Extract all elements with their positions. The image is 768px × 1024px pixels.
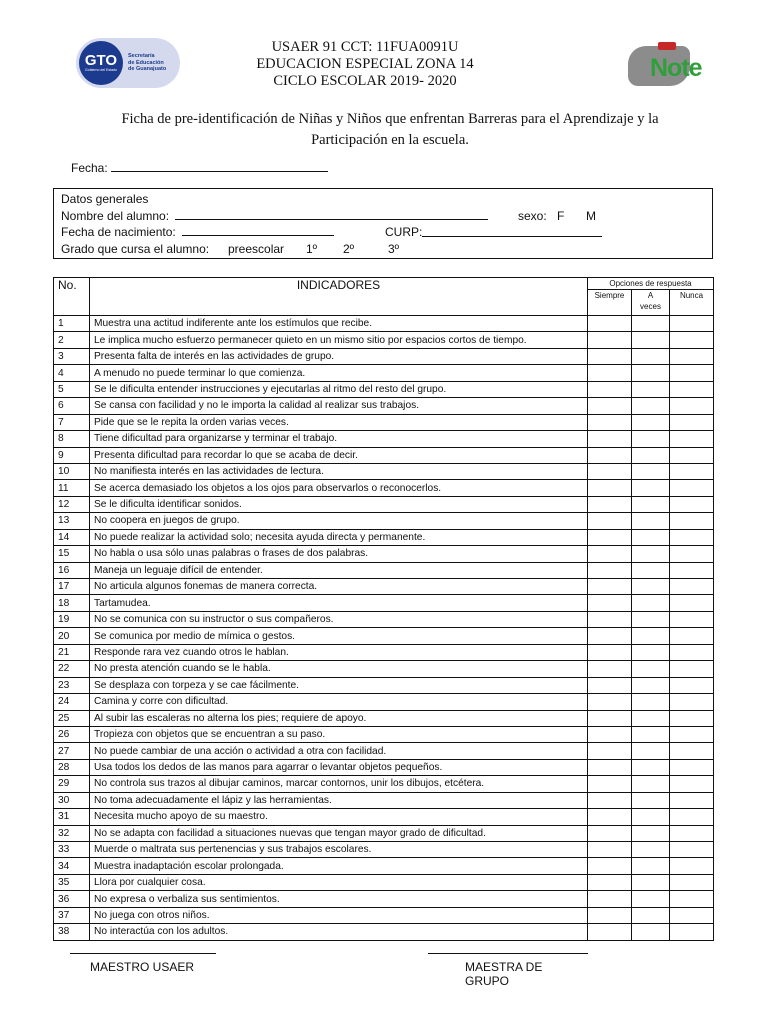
answer-a-veces-cell[interactable] [632,611,670,627]
table-row [54,529,714,545]
row-number: 29 [54,776,90,792]
answer-a-veces-cell[interactable] [632,414,670,430]
table-row [54,677,714,693]
answer-a-veces-cell[interactable] [632,874,670,890]
fecha-label: Fecha: [71,161,108,175]
row-indicator: Se le dificulta entender instrucciones y ejecutarlas al ritmo del resto del grupo. [90,381,588,397]
nombre-row [61,208,712,225]
answer-nunca-cell[interactable] [670,924,714,940]
signature-maestra-grupo [428,946,588,988]
answer-a-veces-cell[interactable] [632,365,670,381]
answer-siempre-cell[interactable] [588,611,632,627]
header-a-veces-line-2: veces [640,302,661,311]
table-row [54,463,714,479]
answer-siempre-cell[interactable] [588,661,632,677]
row-indicator: Se le dificulta identificar sonidos. [90,496,588,512]
answer-a-veces-cell[interactable] [632,694,670,710]
table-row [54,316,714,332]
row-number: 4 [54,365,90,381]
row-indicator: Se acerca demasiado los objetos a los ojos para observarlos o reconocerlos. [90,480,588,496]
answer-siempre-cell[interactable] [588,628,632,644]
secretaria-line-2: de Educación [128,59,164,66]
answer-nunca-cell[interactable] [670,463,714,479]
header-indicadores: INDICADORES [90,278,588,316]
answer-nunca-cell[interactable] [670,579,714,595]
answer-nunca-cell[interactable] [670,661,714,677]
answer-siempre-cell[interactable] [588,743,632,759]
nacimiento-label: Fecha de nacimiento: [61,225,176,239]
answer-nunca-cell[interactable] [670,611,714,627]
answer-siempre-cell[interactable] [588,858,632,874]
answer-a-veces-cell[interactable] [632,595,670,611]
answer-nunca-cell[interactable] [670,431,714,447]
answer-a-veces-cell[interactable] [632,628,670,644]
row-number: 10 [54,463,90,479]
answer-siempre-cell[interactable] [588,809,632,825]
answer-siempre-cell[interactable] [588,907,632,923]
row-indicator: Se comunica por medio de mímica o gestos. [90,628,588,644]
answer-nunca-cell[interactable] [670,595,714,611]
answer-a-veces-cell[interactable] [632,677,670,693]
curp-input-line[interactable] [422,226,602,237]
table-row [54,579,714,595]
answer-a-veces-cell[interactable] [632,513,670,529]
answer-nunca-cell[interactable] [670,644,714,660]
row-number: 38 [54,924,90,940]
answer-siempre-cell[interactable] [588,398,632,414]
table-row [54,431,714,447]
row-indicator: No presta atención cuando se le habla. [90,661,588,677]
row-indicator: Llora por cualquier cosa. [90,874,588,890]
sexo-option-m[interactable]: M [586,208,596,223]
header-line-2: EDUCACION ESPECIAL ZONA 14 [256,56,474,72]
answer-a-veces-cell[interactable] [632,562,670,578]
answer-a-veces-cell[interactable] [632,858,670,874]
row-number: 5 [54,381,90,397]
answer-a-veces-cell[interactable] [632,710,670,726]
answer-a-veces-cell[interactable] [632,546,670,562]
row-number: 36 [54,891,90,907]
row-indicator: Tropieza con objetos que se encuentran a su paso. [90,726,588,742]
table-row [54,611,714,627]
grado-option-1[interactable]: 1º [306,241,318,256]
answer-a-veces-cell[interactable] [632,776,670,792]
grado-option-3[interactable]: 3º [388,241,400,256]
row-number: 12 [54,496,90,512]
answer-nunca-cell[interactable] [670,381,714,397]
row-indicator: No coopera en juegos de grupo. [90,513,588,529]
answer-siempre-cell[interactable] [588,496,632,512]
row-number: 25 [54,710,90,726]
answer-siempre-cell[interactable] [588,348,632,364]
answer-a-veces-cell[interactable] [632,332,670,348]
table-row [54,644,714,660]
answer-a-veces-cell[interactable] [632,316,670,332]
table-row [54,414,714,430]
answer-a-veces-cell[interactable] [632,644,670,660]
gto-logo-subtext: Gobierno del Estado [85,68,117,72]
answer-siempre-cell[interactable] [588,842,632,858]
answer-a-veces-cell[interactable] [632,842,670,858]
answer-nunca-cell[interactable] [670,759,714,775]
table-row [54,759,714,775]
nombre-label: Nombre del alumno: [61,208,170,223]
signature-line-left[interactable] [70,946,216,954]
row-indicator: Tartamudea. [90,595,588,611]
red-tab-icon [658,42,676,50]
answer-nunca-cell[interactable] [670,874,714,890]
answer-siempre-cell[interactable] [588,579,632,595]
answer-siempre-cell[interactable] [588,513,632,529]
row-indicator: Se desplaza con torpeza y se cae fácilmente. [90,677,588,693]
row-indicator: Se cansa con facilidad y no le importa la calidad al realizar sus trabajos. [90,398,588,414]
answer-a-veces-cell[interactable] [632,579,670,595]
grado-option-preescolar[interactable]: preescolar [228,241,285,256]
answer-nunca-cell[interactable] [670,496,714,512]
answer-nunca-cell[interactable] [670,858,714,874]
table-row [54,825,714,841]
row-number: 1 [54,316,90,332]
row-indicator: Pide que se le repita la orden varias veces. [90,414,588,430]
row-number: 24 [54,694,90,710]
table-row [54,595,714,611]
nacimiento-input-line[interactable] [182,225,334,236]
answer-a-veces-cell[interactable] [632,381,670,397]
table-row [54,710,714,726]
row-indicator: No habla o usa sólo unas palabras o frases de dos palabras. [90,546,588,562]
document-title [70,109,710,151]
answer-siempre-cell[interactable] [588,529,632,545]
row-indicator: No se adapta con facilidad a situaciones nuevas que tengan mayor grado de dificultad. [90,825,588,841]
row-number: 3 [54,348,90,364]
answer-nunca-cell[interactable] [670,743,714,759]
answer-nunca-cell[interactable] [670,825,714,841]
answer-nunca-cell[interactable] [670,480,714,496]
answer-a-veces-cell[interactable] [632,398,670,414]
row-number: 7 [54,414,90,430]
answer-a-veces-cell[interactable] [632,825,670,841]
curp-label: CURP: [385,225,423,239]
row-indicator: No se comunica con su instructor o sus compañeros. [90,611,588,627]
row-indicator: A menudo no puede terminar lo que comienza. [90,365,588,381]
row-number: 22 [54,661,90,677]
row-indicator: Le implica mucho esfuerzo permanecer quieto en un mismo sitio por espacios cortos de tiempo. [90,332,588,348]
header-a-veces [632,290,670,316]
table-row [54,398,714,414]
row-indicator: No manifiesta interés en las actividades de lectura. [90,463,588,479]
answer-siempre-cell[interactable] [588,759,632,775]
datos-heading-row [61,191,712,208]
row-indicator: Camina y corre con dificultad. [90,694,588,710]
answer-a-veces-cell[interactable] [632,924,670,940]
table-row [54,447,714,463]
table-row [54,661,714,677]
answer-nunca-cell[interactable] [670,447,714,463]
row-number: 31 [54,809,90,825]
answer-siempre-cell[interactable] [588,874,632,890]
row-indicator: No articula algunos fonemas de manera correcta. [90,579,588,595]
header-no: No. [54,278,90,316]
gto-logo [76,38,180,88]
answer-nunca-cell[interactable] [670,546,714,562]
table-row [54,726,714,742]
answer-a-veces-cell[interactable] [632,792,670,808]
table-row [54,381,714,397]
row-number: 28 [54,759,90,775]
answer-a-veces-cell[interactable] [632,496,670,512]
secretaria-line-1: Secretaría [128,53,155,60]
answer-nunca-cell[interactable] [670,792,714,808]
answer-nunca-cell[interactable] [670,414,714,430]
table-row [54,891,714,907]
answer-siempre-cell[interactable] [588,644,632,660]
table-row [54,365,714,381]
answer-nunca-cell[interactable] [670,776,714,792]
title-line-1: Ficha de pre-identificación de Niñas y Niños que enfrentan Barreras para el Aprendizaje y la [121,111,659,127]
answer-siempre-cell[interactable] [588,381,632,397]
answer-siempre-cell[interactable] [588,480,632,496]
row-number: 17 [54,579,90,595]
row-number: 37 [54,907,90,923]
sexo-option-f[interactable]: F [557,208,565,223]
row-indicator: Al subir las escaleras no alterna los pies; requiere de apoyo. [90,710,588,726]
signature-label-left: MAESTRO USAER [90,960,195,974]
answer-nunca-cell[interactable] [670,842,714,858]
fecha-field [71,160,328,175]
row-number: 6 [54,398,90,414]
indicadores-table [53,277,714,941]
row-number: 33 [54,842,90,858]
answer-nunca-cell[interactable] [670,891,714,907]
answer-nunca-cell[interactable] [670,316,714,332]
table-row [54,776,714,792]
answer-nunca-cell[interactable] [670,710,714,726]
row-indicator: Muestra una actitud indiferente ante los estímulos que recibe. [90,316,588,332]
answer-siempre-cell[interactable] [588,562,632,578]
answer-siempre-cell[interactable] [588,825,632,841]
answer-siempre-cell[interactable] [588,726,632,742]
table-row [54,513,714,529]
answer-nunca-cell[interactable] [670,365,714,381]
signature-maestro-usaer [70,946,216,974]
note-logo-text: Note [650,54,702,82]
table-row [54,562,714,578]
gto-emblem [79,41,123,85]
table-row [54,496,714,512]
answer-a-veces-cell[interactable] [632,907,670,923]
answer-siempre-cell[interactable] [588,924,632,940]
row-indicator: No expresa o verbaliza sus sentimientos. [90,891,588,907]
gto-logo-text: GTO [84,52,118,69]
table-row [54,332,714,348]
row-number: 21 [54,644,90,660]
answer-nunca-cell[interactable] [670,348,714,364]
row-number: 15 [54,546,90,562]
row-indicator: No juega con otros niños. [90,907,588,923]
answer-siempre-cell[interactable] [588,710,632,726]
row-indicator: Muerde o maltrata sus pertenencias y sus trabajos escolares. [90,842,588,858]
answer-nunca-cell[interactable] [670,809,714,825]
table-row [54,480,714,496]
answer-siempre-cell[interactable] [588,776,632,792]
row-number: 11 [54,480,90,496]
answer-siempre-cell[interactable] [588,694,632,710]
answer-siempre-cell[interactable] [588,332,632,348]
row-number: 19 [54,611,90,627]
table-row [54,874,714,890]
row-indicator: Maneja un leguaje difícil de entender. [90,562,588,578]
table-row [54,858,714,874]
header-a-veces-line-1: A [647,291,654,300]
answer-siempre-cell[interactable] [588,316,632,332]
answer-siempre-cell[interactable] [588,431,632,447]
row-indicator: Muestra inadaptación escolar prolongada. [90,858,588,874]
answer-siempre-cell[interactable] [588,365,632,381]
answer-a-veces-cell[interactable] [632,480,670,496]
answer-siempre-cell[interactable] [588,546,632,562]
fecha-input-line[interactable] [111,160,328,172]
row-number: 2 [54,332,90,348]
answer-nunca-cell[interactable] [670,529,714,545]
header-opciones: Opciones de respuesta [588,278,714,290]
row-indicator: No toma adecuadamente el lápiz y las herramientas. [90,792,588,808]
row-indicator: Necesita mucho apoyo de su maestro. [90,809,588,825]
answer-nunca-cell[interactable] [670,628,714,644]
answer-siempre-cell[interactable] [588,447,632,463]
answer-a-veces-cell[interactable] [632,891,670,907]
table-row [54,628,714,644]
answer-nunca-cell[interactable] [670,513,714,529]
answer-siempre-cell[interactable] [588,891,632,907]
grado-row [61,241,712,258]
answer-siempre-cell[interactable] [588,792,632,808]
answer-a-veces-cell[interactable] [632,809,670,825]
row-indicator: No interactúa con los adultos. [90,924,588,940]
row-indicator: Responde rara vez cuando otros le hablan. [90,644,588,660]
answer-siempre-cell[interactable] [588,414,632,430]
header-line-1: USAER 91 CCT: 11FUA0091U [271,39,459,55]
row-number: 16 [54,562,90,578]
answer-siempre-cell[interactable] [588,463,632,479]
answer-a-veces-cell[interactable] [632,348,670,364]
answer-a-veces-cell[interactable] [632,431,670,447]
row-number: 27 [54,743,90,759]
document-header [200,39,530,90]
answer-nunca-cell[interactable] [670,694,714,710]
row-number: 30 [54,792,90,808]
answer-siempre-cell[interactable] [588,677,632,693]
row-indicator: Tiene dificultad para organizarse y terminar el trabajo. [90,431,588,447]
answer-a-veces-cell[interactable] [632,759,670,775]
nombre-input-line[interactable] [175,209,488,220]
row-number: 8 [54,431,90,447]
answer-a-veces-cell[interactable] [632,743,670,759]
answer-a-veces-cell[interactable] [632,726,670,742]
datos-generales-box [53,188,713,259]
table-row [54,907,714,923]
answer-a-veces-cell[interactable] [632,661,670,677]
answer-nunca-cell[interactable] [670,907,714,923]
row-number: 35 [54,874,90,890]
row-indicator: No controla sus trazos al dibujar caminos, marcar contornos, unir los dibujos, etcétera. [90,776,588,792]
secretaria-text [128,53,166,73]
answer-nunca-cell[interactable] [670,398,714,414]
row-indicator: Presenta falta de interés en las actividades de grupo. [90,348,588,364]
sexo-label: sexo: [518,208,547,223]
answer-a-veces-cell[interactable] [632,529,670,545]
header-nunca: Nunca [670,290,714,316]
row-indicator: No puede realizar la actividad solo; necesita ayuda directa y permanente. [90,529,588,545]
row-number: 18 [54,595,90,611]
row-number: 14 [54,529,90,545]
row-number: 32 [54,825,90,841]
header-line-3: CICLO ESCOLAR 2019- 2020 [273,73,457,89]
row-indicator: No puede cambiar de una acción o actividad a otra con facilidad. [90,743,588,759]
table-row [54,546,714,562]
answer-a-veces-cell[interactable] [632,447,670,463]
secretaria-line-3: de Guanajuato [128,66,167,73]
signature-line-right[interactable] [428,946,588,954]
indicadores-rows [54,316,714,941]
row-number: 34 [54,858,90,874]
table-row [54,809,714,825]
signature-label-right: MAESTRA DE GRUPO [465,960,543,988]
row-number: 9 [54,447,90,463]
header-siempre: Siempre [588,290,632,316]
table-row [54,842,714,858]
answer-nunca-cell[interactable] [670,562,714,578]
answer-nunca-cell[interactable] [670,677,714,693]
row-indicator: Usa todos los dedos de las manos para agarrar o levantar objetos pequeños. [90,759,588,775]
table-row [54,924,714,940]
row-number: 23 [54,677,90,693]
row-number: 26 [54,726,90,742]
answer-nunca-cell[interactable] [670,726,714,742]
note-logo [628,40,704,90]
table-row [54,348,714,364]
nacimiento-row [61,224,712,241]
grado-option-2[interactable]: 2º [343,241,355,256]
row-number: 20 [54,628,90,644]
answer-siempre-cell[interactable] [588,595,632,611]
table-row [54,694,714,710]
row-number: 13 [54,513,90,529]
title-line-2: Participación en la escuela. [311,132,469,148]
row-indicator: Presenta dificultad para recordar lo que se acaba de decir. [90,447,588,463]
answer-nunca-cell[interactable] [670,332,714,348]
table-row [54,743,714,759]
table-row [54,792,714,808]
answer-a-veces-cell[interactable] [632,463,670,479]
grado-label: Grado que cursa el alumno: [61,241,210,256]
datos-heading: Datos generales [61,192,149,206]
